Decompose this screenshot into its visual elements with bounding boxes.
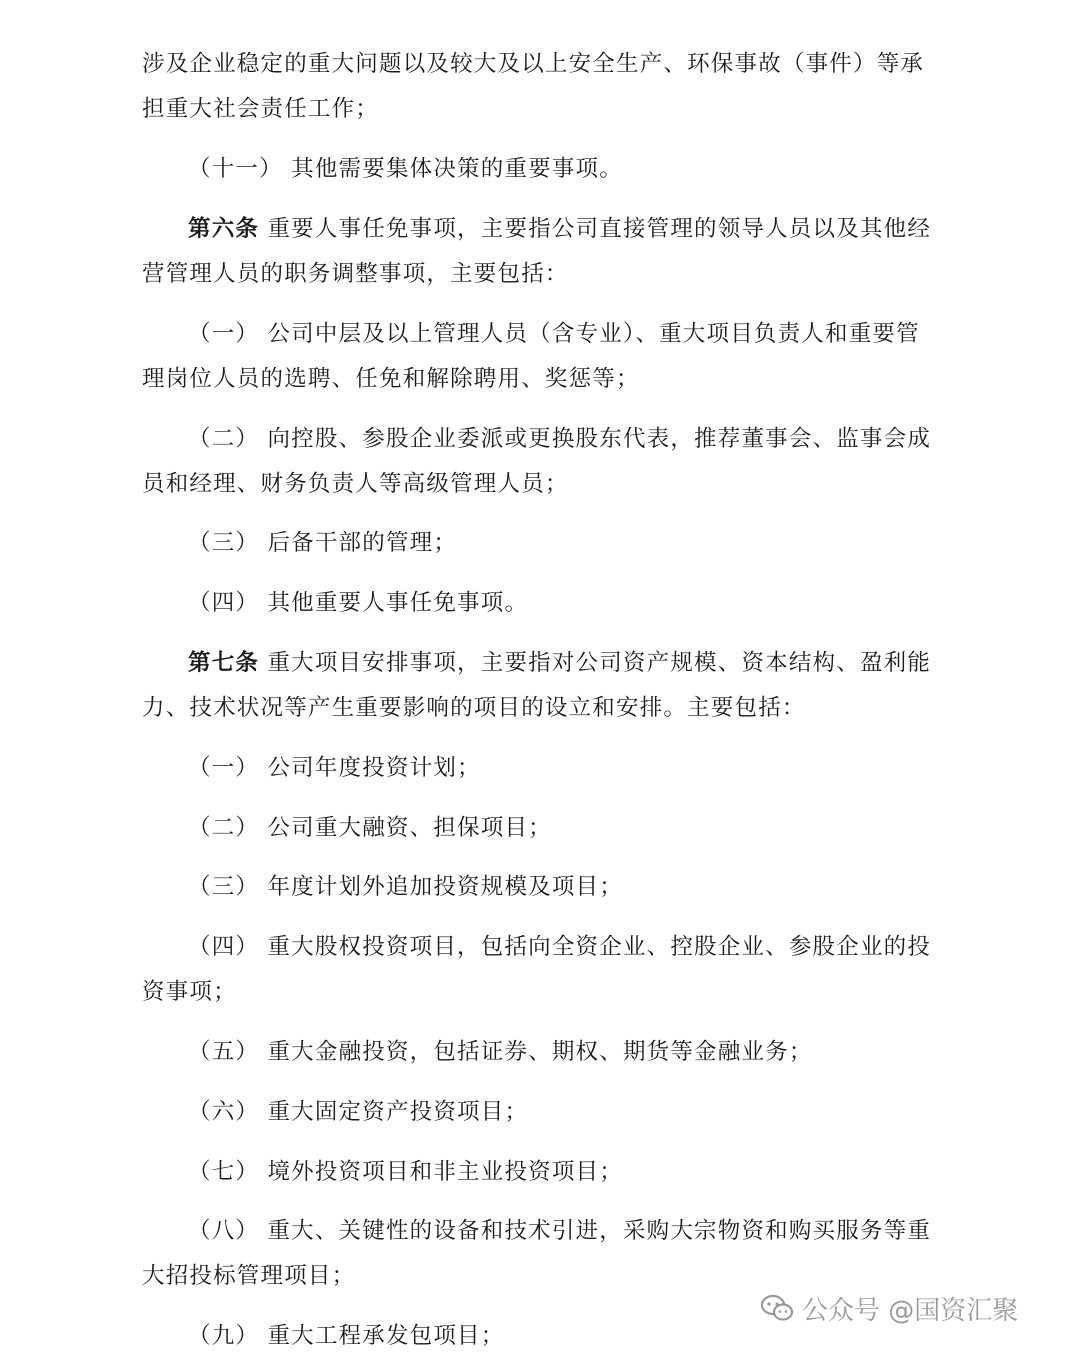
paragraph-text: （六） 重大固定资产投资项目； — [188, 1099, 529, 1125]
watermark — [760, 1288, 1018, 1328]
article-six-item-three — [142, 521, 942, 566]
article-seven-item-seven — [142, 1150, 942, 1195]
paragraph-text: （三） 年度计划外追加投资规模及项目； — [188, 874, 623, 900]
paragraph-text: （一） 公司中层及以上管理人员（含专业）、重大项目负责人和重要管理岗位人员的选聘、任免和解除聘用、奖惩等； — [142, 321, 920, 392]
item-eleven — [142, 147, 942, 192]
paragraph-text: （九） 重大工程承发包项目； — [188, 1323, 505, 1349]
paragraph-text: （十一） 其他需要集体决策的重要事项。 — [188, 156, 623, 182]
paragraph-text: （一） 公司年度投资计划； — [188, 755, 481, 781]
article-seven-item-three — [142, 865, 942, 910]
article-six-item-two — [142, 417, 942, 507]
wechat-icon — [760, 1293, 794, 1323]
paragraph-text: （八） 重大、关键性的设备和技术引进，采购大宗物资和购买服务等重大招投标管理项目； — [142, 1218, 932, 1289]
paragraph-text: （四） 重大股权投资项目，包括向全资企业、控股企业、参股企业的投资事项； — [142, 934, 932, 1005]
article-six — [142, 207, 942, 297]
article-six-item-four — [142, 581, 942, 626]
article-seven-item-one — [142, 746, 942, 791]
paragraph-text: 重要人事任免事项，主要指公司直接管理的领导人员以及其他经营管理人员的职务调整事项，主要包括： — [142, 216, 932, 287]
watermark-text: 公众号 @国资汇聚 — [802, 1295, 1019, 1326]
paragraph-text: 涉及企业稳定的重大问题以及较大及以上安全生产、环保事故（事件）等承担重大社会责任工作； — [142, 51, 925, 122]
paragraph-continuation — [142, 42, 942, 132]
article-heading: 第六条 — [188, 216, 260, 242]
article-seven-item-two — [142, 806, 942, 851]
paragraph-text: 重大项目安排事项，主要指对公司资产规模、资本结构、盈利能力、技术状况等产生重要影响的项目的设立和安排。主要包括： — [142, 650, 932, 721]
article-seven-item-six — [142, 1090, 942, 1135]
paragraph-text: （三） 后备干部的管理； — [188, 530, 458, 556]
article-seven-item-eight — [142, 1209, 942, 1299]
paragraph-text: （四） 其他重要人事任免事项。 — [188, 590, 529, 616]
paragraph-text: （二） 向控股、参股企业委派或更换股东代表，推荐董事会、监事会成员和经理、财务负责人等高级管理人员； — [142, 426, 932, 497]
article-seven-item-four — [142, 925, 942, 1015]
paragraph-text: （五） 重大金融投资，包括证券、期权、期货等金融业务； — [188, 1039, 813, 1065]
article-seven — [142, 641, 942, 731]
paragraph-text: （二） 公司重大融资、担保项目； — [188, 815, 552, 841]
article-heading: 第七条 — [188, 650, 260, 676]
article-six-item-one — [142, 312, 942, 402]
article-seven-item-five — [142, 1030, 942, 1075]
paragraph-text: （七） 境外投资项目和非主业投资项目； — [188, 1159, 623, 1185]
